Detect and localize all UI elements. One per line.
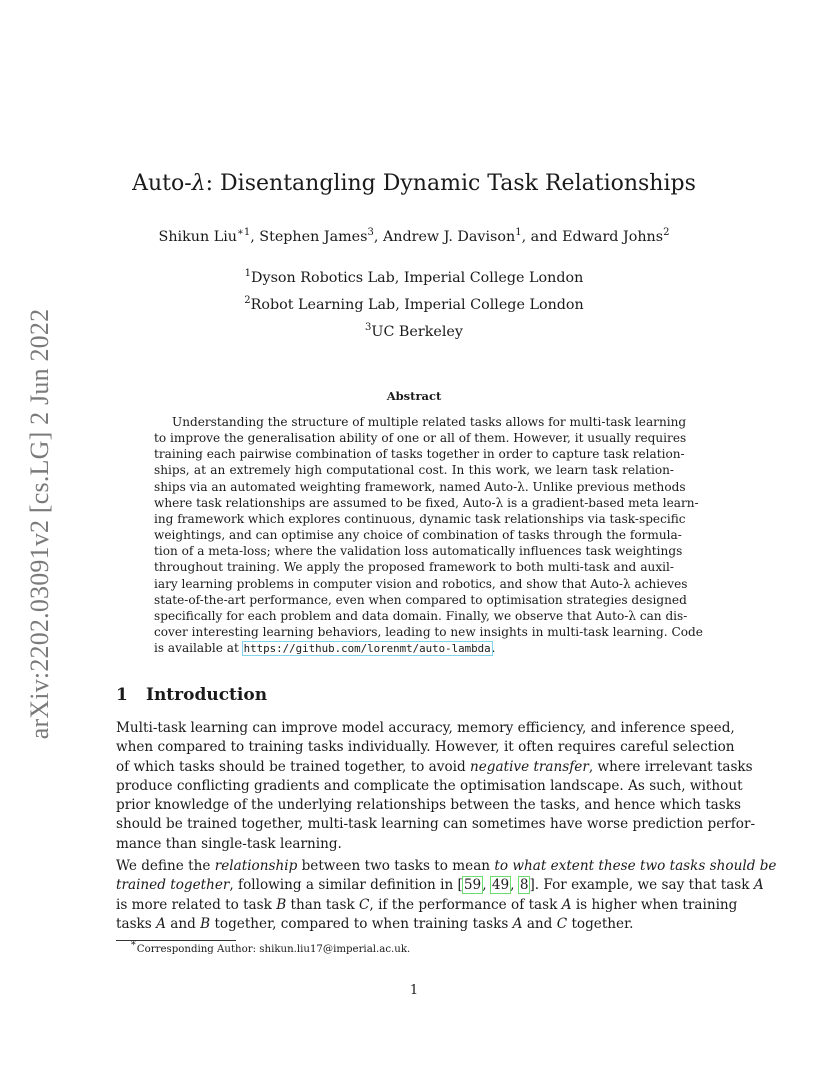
author-mark: ∗1 — [237, 227, 251, 238]
citation-link[interactable]: 49 — [491, 877, 510, 894]
abstract-line: specifically for each problem and data domain. Finally, we observe that Auto-λ can dis- — [154, 608, 688, 623]
author-mark: 2 — [663, 227, 670, 238]
affiliation: $^2$Robot Learning Lab, Imperial College London — [244, 295, 584, 313]
author-mark: 3 — [367, 227, 374, 238]
abstract-line: to improve the generalisation ability of one or all of them. However, it usually requires — [154, 431, 687, 446]
abstract-line: tion of a meta-loss; where the validation loss automatically influences task weightings — [154, 544, 683, 559]
abstract-line: weightings, and can optimise any choice of combination of tasks through the formula- — [154, 528, 682, 543]
author-name: Shikun Liu — [158, 229, 238, 245]
section-heading — [116, 683, 712, 707]
citation-link[interactable]: 59 — [463, 877, 482, 894]
abstract-line: ships, at an extremely high computational cost. In this work, we learn task relation- — [154, 463, 674, 478]
arxiv-identifier-stamp — [22, 296, 58, 752]
abstract-line: Understanding the structure of multiple related tasks allows for multi-task learning — [172, 415, 687, 429]
section-number: 1 — [116, 685, 128, 705]
abstract-line: where task relationships are assumed to be fixed, Auto-λ is a gradient-based meta learn- — [154, 495, 699, 510]
abstract-line: training each pairwise combination of tasks together in order to capture task relation- — [154, 447, 685, 462]
abstract-line: cover interesting learning behaviors, leading to new insights in multi-task learning. Code — [154, 625, 703, 640]
paper-page — [116, 0, 777, 1072]
page-number: 1 — [409, 983, 419, 998]
paper-title: Auto-λ: Disentangling Dynamic Task Relationships — [132, 171, 696, 196]
intro-paragraph-2: We define the relationship between two tasks to mean to what extent these two tasks should be trained together, following a similar definition in [59, 49, 8]. For example, we say that task A is more related to task B than task C, if the performance of task A is higher when training tasks A and B together, compared to when training tasks A and C together. — [116, 858, 777, 932]
abstract-line: ships via an automated weighting framework, named Auto-λ. Unlike previous methods — [154, 479, 686, 494]
author-mark: 1 — [515, 227, 522, 238]
author-name: Andrew J. Davison — [382, 229, 516, 245]
abstract-line: ing framework which explores continuous, dynamic task relationships via task-specific — [154, 511, 686, 526]
affiliation: $^1$Dyson Robotics Lab, Imperial College London — [244, 268, 584, 286]
abstract-line: throughout training. We apply the proposed framework to both multi-task and auxil- — [154, 560, 674, 575]
author-list: Shikun Liu$^{∗1}$, Stephen James$^3$, Andrew J. Davison$^1$, and Edward Johns$^2$ — [158, 227, 670, 245]
author-name: Edward Johns — [562, 229, 664, 245]
abstract-line: state-of-the-art performance, even when compared to optimisation strategies designed — [154, 592, 687, 607]
citation-link[interactable]: 8 — [519, 877, 529, 894]
author-name: Stephen James — [259, 229, 368, 245]
abstract-line: iary learning problems in computer vision and robotics, and show that Auto-λ achieves — [154, 576, 688, 591]
abstract-heading: Abstract — [386, 389, 442, 403]
intro-paragraph-1: Multi-task learning can improve model accuracy, memory efficiency, and inference speed, when compared to training tasks individually. However, it often requires careful selection of which tasks should be trained together, to avoid negative transfer, where irrelevant tasks produce conflicting gradients and complicate the optimisation landscape. As such, without prior knowledge of the underlying relationships between the tasks, and hence which tasks should be trained together, multi-task learning can sometimes have worse prediction perfor- mance than single-task learning. — [116, 720, 756, 852]
abstract-text — [154, 414, 703, 657]
footnote: ∗Corresponding Author: shikun.liu17@imperial.ac.uk. — [130, 938, 411, 955]
code-url-link[interactable]: https://github.com/lorenmt/auto-lambda — [243, 642, 491, 656]
arxiv-identifier: arXiv:2202.03091v2 [cs.LG] 2 Jun 2022 — [25, 308, 54, 740]
section-title: Introduction — [146, 685, 268, 705]
abstract-line: is available at https://github.com/lorenmt/auto-lambda. — [154, 641, 496, 656]
affiliation: $^3$UC Berkeley — [365, 322, 463, 340]
